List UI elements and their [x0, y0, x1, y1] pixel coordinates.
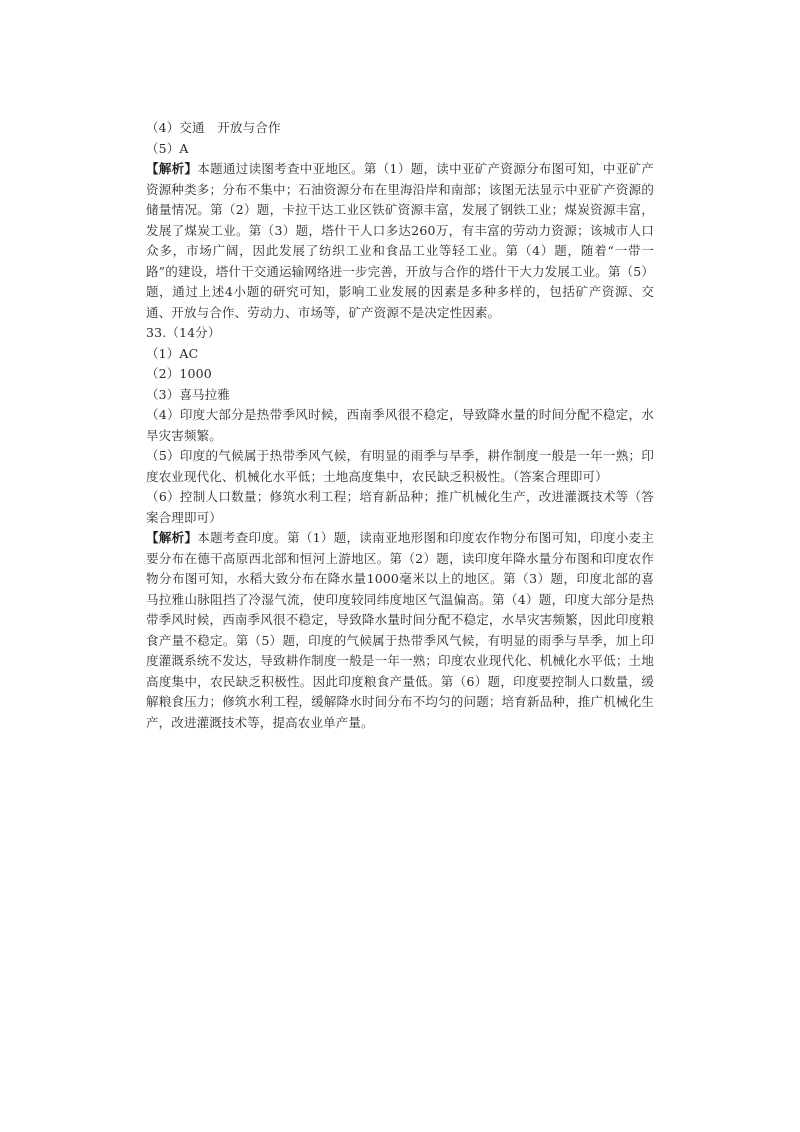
q33-answer-1: （1）AC [146, 345, 199, 361]
q33-answer-5: （5）印度的气候属于热带季风气候，有明显的雨季与旱季，耕作制度一般是一年一熟；印度农业现代化、机械化水平低；土地高度集中，农民缺乏积极性。（答案合理即可） [146, 448, 654, 484]
analysis-text: 本题考查印度。第（1）题，读南亚地形图和印度农作物分布图可知，印度小麦主要分布在德干高原西北部和恒河上游地区。第（2）题，读印度年降水量分布图和印度农作物分布图可知，水稻大致分布在降水量1000毫米以上的地区。第（3）题，印度北部的喜马拉雅山脉阻挡了冷湿气流，使印度较同纬度地区气温偏高。第（4）题，印度大部分是热带季风时候，西南季风很不稳定，导致降水量时间分配不稳定，水旱灾害频繁，因此印度粮食产量不稳定。第（5）题，印度的气候属于热带季风气候，有明显的雨季与旱季，加上印度灌溉系统不发达，导致耕作制度一般是一年一熟；印度农业现代化、机械化水平低；土地高度集中，农民缺乏积极性。因此印度粮食产量低。第（6）题，印度要控制人口数量，缓解粮食压力；修筑水利工程，缓解降水时间分布不均匀的问题；培育新品种，推广机械化生产，改进灌溉技术等，提高农业单产量。 [146, 530, 654, 730]
q33-header: 33.（14分） [146, 325, 221, 340]
analysis-tag: 【解析】 [146, 530, 198, 545]
analysis-text: 本题通过读图考查中亚地区。第（1）题，读中亚矿产资源分布图可知，中亚矿产资源种类多；分布不集中；石油资源分布在里海沿岸和南部；该图无法显示中亚矿产资源的储量情况。第（2）题，卡拉干达工业区铁矿资源丰富，发展了钢铁工业；煤炭资源丰富，发展了煤炭工业。第（3）题，塔什干人口多达260万，有丰富的劳动力资源；该城市人口众多，市场广阔，因此发展了纺织工业和食品工业等轻工业。第（4）题，随着“一带一路”的建设，塔什干交通运输网络进一步完善，开放与合作的塔什干大力发展工业。第（5）题，通过上述4小题的研究可知，影响工业发展的因素是多种多样的，包括矿产资源、交通、开放与合作、劳动力、市场等，矿产资源不是决定性因素。 [146, 161, 654, 320]
q33-answer-2: （2）1000 [146, 366, 212, 381]
analysis-paragraph-1 [146, 159, 654, 323]
q33-answer-3: （3）喜马拉雅 [146, 386, 231, 402]
q32-answer-5: （5）A [146, 140, 189, 156]
q33-answer-4: （4）印度大部分是热带季风时候，西南季风很不稳定，导致降水量的时间分配不稳定，水旱灾害频繁。 [146, 407, 654, 443]
analysis-paragraph-2 [146, 528, 654, 733]
analysis-tag: 【解析】 [146, 161, 198, 176]
q32-answer-4: （4）交通 开放与合作 [146, 120, 281, 135]
q33-answer-6: （6）控制人口数量；修筑水利工程；培育新品种；推广机械化生产，改进灌溉技术等（答案合理即可） [146, 489, 654, 525]
answer-page [146, 118, 654, 733]
